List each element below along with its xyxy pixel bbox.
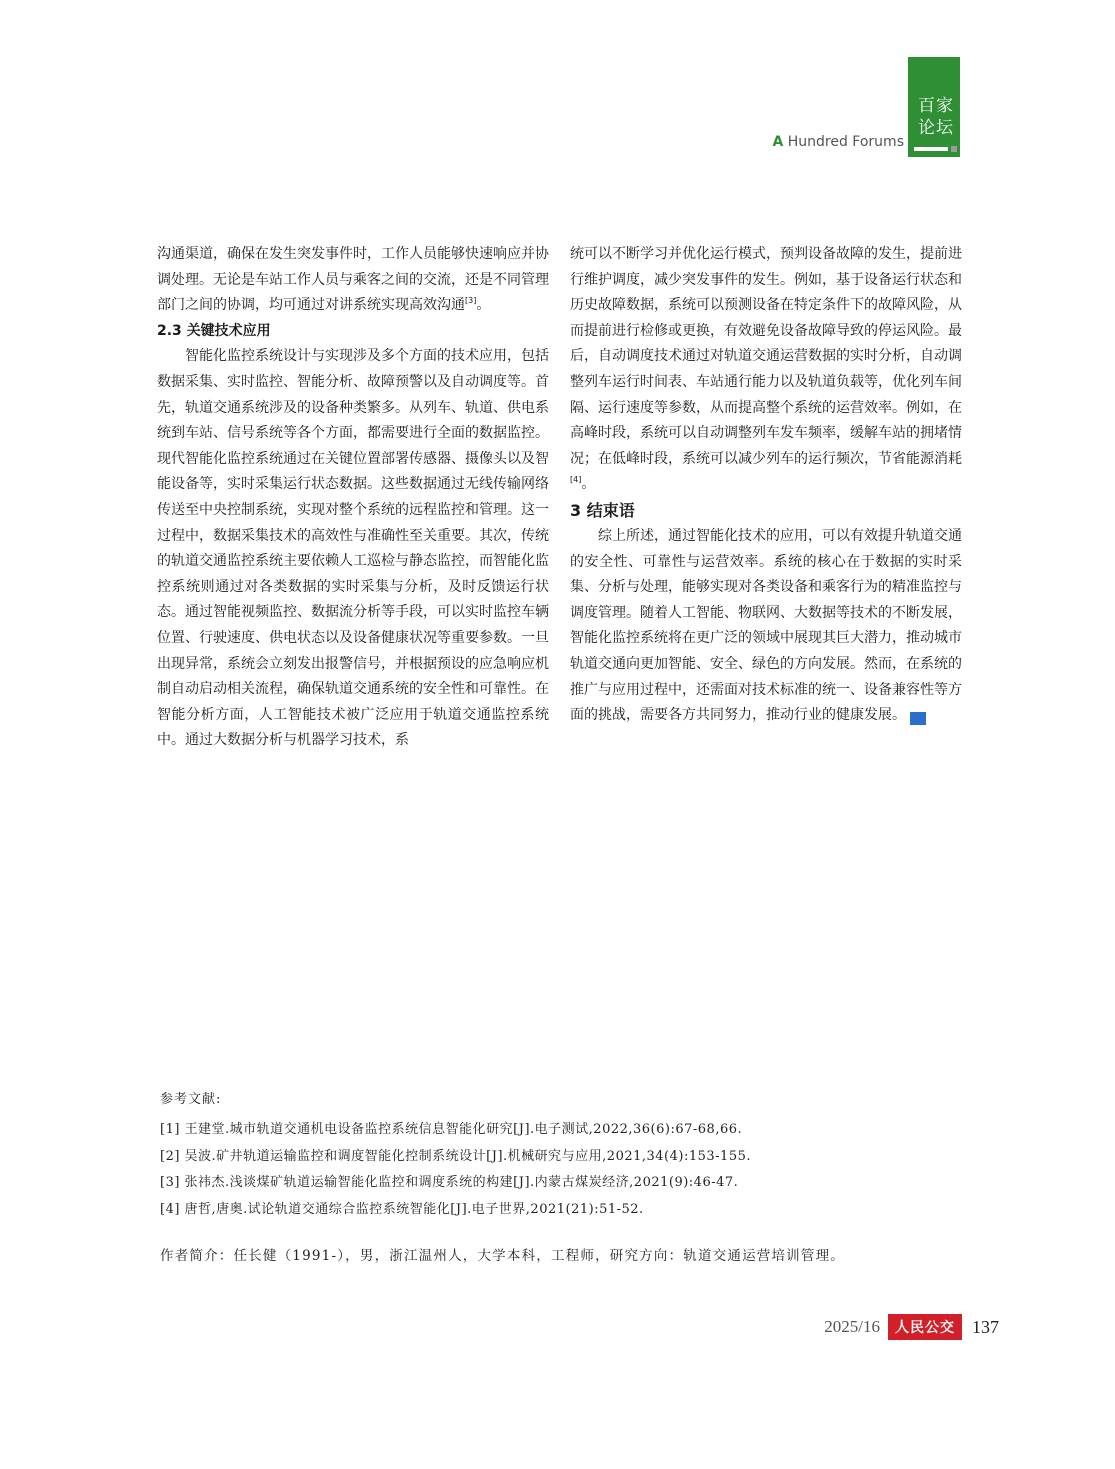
badge-bar — [914, 147, 948, 151]
issue-number: 2025/16 — [824, 1317, 880, 1336]
left-paragraph-1-text: 沟通渠道，确保在发生突发事件时，工作人员能够快速响应并协调处理。无论是车站工作人员与乘客之间的交流，还是不同管理部门之间的协调，均可通过对讲系统实现高效沟通 — [157, 246, 549, 314]
left-paragraph-1 — [157, 242, 549, 319]
references-title: 参考文献: — [160, 1092, 222, 1107]
section-heading-3: 3 结束语 — [570, 500, 635, 520]
reference-item: [1] 王建堂.城市轨道交通机电设备监控系统信息智能化研究[J].电子测试,2022,36(6):67-68,66. — [160, 1122, 743, 1137]
badge-square — [951, 146, 957, 152]
right-paragraph-1 — [570, 242, 962, 498]
section-badge-text — [918, 95, 954, 139]
right-paragraph-2 — [570, 524, 962, 729]
forum-en-rest: Hundred Forums — [783, 134, 904, 150]
left-paragraph-1-end: 。 — [476, 297, 491, 314]
section-heading-2-3: 2.3 关键技术应用 — [157, 322, 271, 339]
citation-3: [3] — [465, 296, 477, 306]
right-paragraph-1-text: 统可以不断学习并优化运行模式，预判设备故障的发生，提前进行维护调度，减少突发事件的发生。例如，基于设备运行状态和历史故障数据，系统可以预测设备在特定条件下的故障风险，从而提前进行检修或更换，有效避免设备故障导致的停运风险。最后，自动调度技术通过对轨道交通运营数据的实时分析，自动调整列车运行时间表、车站通行能力以及轨道负载等，优化列车间隔、运行速度等参数，从而提高整个系统的运营效率。例如，在高峰时段，系统可以自动调整列车发车频率，缓解车站的拥堵情况；在低峰时段，系统可以减少列车的运行频次，节省能源消耗 — [570, 246, 962, 467]
references — [160, 1088, 960, 1223]
badge-line-1: 百家 — [918, 96, 954, 116]
section-name-english — [772, 134, 904, 150]
reference-item: [3] 张祎杰.浅谈煤矿轨道运输智能化监控和调度系统的构建[J].内蒙古煤炭经济,2021(9):46-47. — [160, 1175, 739, 1190]
left-column — [157, 242, 549, 754]
page-number: 137 — [972, 1316, 999, 1337]
reference-item: [2] 吴波.矿井轨道运输监控和调度智能化控制系统设计[J].机械研究与应用,2021,34(4):153-155. — [160, 1148, 752, 1164]
right-column — [570, 242, 962, 729]
magazine-logo: 人民公交 — [888, 1314, 962, 1340]
reference-item: [4] 唐哲,唐奥.试论轨道交通综合监控系统智能化[J].电子世界,2021(21):51-52. — [160, 1201, 644, 1217]
right-paragraph-1-end: 。 — [581, 476, 596, 493]
left-paragraph-2: 智能化监控系统设计与实现涉及多个方面的技术应用，包括数据采集、实时监控、智能分析、故障预警以及自动调度等。首先，轨道交通系统涉及的设备种类繁多。从列车、轨道、供电系统到车站、信号系统等各个方面，都需要进行全面的数据监控。现代智能化监控系统通过在关键位置部署传感器、摄像头以及智能设备等，实时采集运行状态数据。这些数据通过无线传输网络传送至中央控制系统，实现对整个系统的远程监控和管理。这一过程中，数据采集技术的高效性与准确性至关重要。其次，传统的轨道交通监控系统主要依赖人工巡检与静态监控，而智能化监控系统则通过对各类数据的实时采集与分析，及时反馈运行状态。通过智能视频监控、数据流分析等手段，可以实时监控车辆位置、行驶速度、供电状态以及设备健康状况等重要参数。一旦出现异常，系统会立刻发出报警信号，并根据预设的应急响应机制自动启动相关流程，确保轨道交通系统的安全性和可靠性。在智能分析方面，人工智能技术被广泛应用于轨道交通监控系统中。通过大数据分析与机器学习技术，系 — [157, 348, 549, 749]
end-of-article-icon: ▮◀ — [910, 712, 926, 725]
forum-en-initial: A — [772, 134, 784, 150]
right-paragraph-2-text: 综上所述，通过智能化技术的应用，可以有效提升轨道交通的安全性、可靠性与运营效率。系统的核心在于数据的实时采集、分析与处理，能够实现对各类设备和乘客行为的精准监控与调度管理。随着人工智能、物联网、大数据等技术的不断发展，智能化监控系统将在更广泛的领域中展现其巨大潜力，推动城市轨道交通向更加智能、安全、绿色的方向发展。然而，在系统的推广与应用过程中，还需面对技术标准的统一、设备兼容性等方面的挑战，需要各方共同努力，推动行业的健康发展。 — [570, 527, 962, 724]
citation-4: [4] — [570, 475, 582, 485]
badge-line-2: 论坛 — [918, 118, 954, 138]
author-bio: 作者简介：任长健（1991-），男，浙江温州人，大学本科，工程师，研究方向：轨道交通运营培训管理。 — [160, 1248, 845, 1264]
section-badge — [908, 57, 960, 157]
page-footer — [824, 1314, 999, 1340]
